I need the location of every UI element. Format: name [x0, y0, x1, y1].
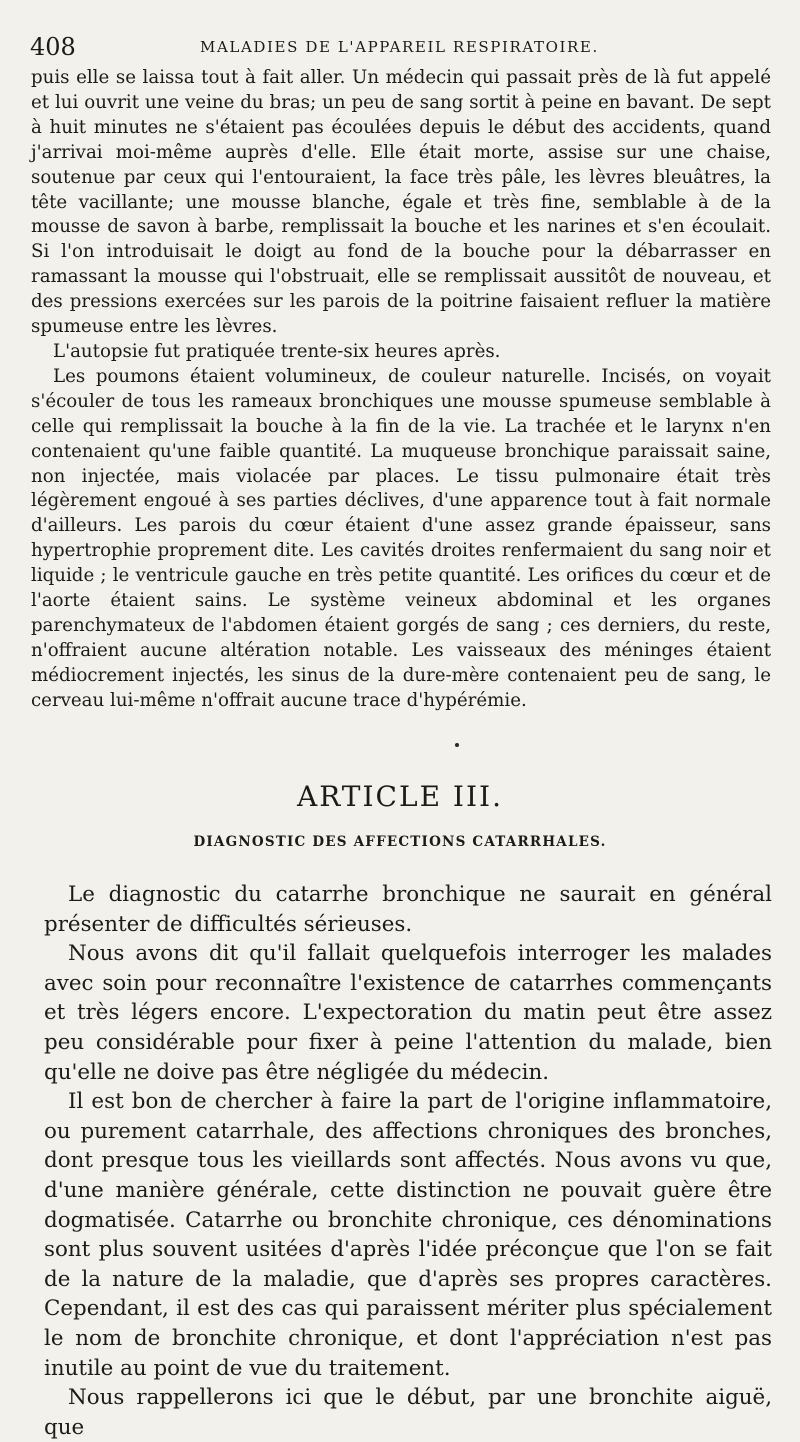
- case-report-text: [31, 66, 771, 714]
- paragraph: L'autopsie fut pratiquée trente-six heures après.: [53, 340, 501, 362]
- paragraph: Nous rappellerons ici que le début, par une bronchite aiguë, que: [44, 1385, 772, 1440]
- page-number: 408: [30, 33, 76, 61]
- article-subtitle: DIAGNOSTIC DES AFFECTIONS CATARRHALES.: [193, 834, 607, 850]
- paragraph: Il est bon de chercher à faire la part de l'origine inflammatoire, ou purement catarrhale, des affections chroniques des bronches, dont presque tous les vieillards sont affectés. Nous avons vu que, d'une manière générale, cette distinction ne pouvait guère être dogmatisée. Catarrhe ou bronchite chronique, ces dénominations sont plus souvent usitées d'après l'idée préconçue que l'on se fait de la nature de la maladie, que d'après ses propres caractères. Cependant, il est des cas qui paraissent mériter plus spécialement le nom de bronchite chronique, et dont l'appréciation n'est pas inutile au point de vue du traitement.: [44, 1089, 772, 1381]
- paragraph: Les poumons étaient volumineux, de couleur naturelle. Incisés, on voyait s'écouler de tous les rameaux bronchiques une mousse spumeuse semblable à celle qui remplissait la bouche à la fin de la vie. La trachée et le larynx n'en contenaient qu'une faible quantité. La muqueuse bronchique paraissait saine, non injectée, mais violacée par places. Le tissu pulmonaire était très légèrement engoué à ses parties déclives, d'une apparence tout à fait normale d'ailleurs. Les parois du cœur étaient d'une assez grande épaisseur, sans hypertrophie proprement dite. Les cavités droites renfermaient du sang noir et liquide ; le ventricule gauche en très petite quantité. Les orifices du cœur et de l'aorte étaient sains. Le système veineux abdominal et les organes parenchymateux de l'abdomen étaient gorgés de sang ; ces derniers, du reste, n'offraient aucune altération notable. Les vaisseaux des méninges étaient médiocrement injectés, les sinus de la dure-mère contenaient peu de sang, le cerveau lui-même n'offrait aucune trace d'hypérémie.: [31, 365, 771, 711]
- article-title: ARTICLE III.: [297, 780, 503, 813]
- paragraph: puis elle se laissa tout à fait aller. Un médecin qui passait près de là fut appelé et lui ouvrit une veine du bras; un peu de sang sortit à peine en bavant. De sept à huit minutes ne s'étaient pas écoulées depuis le début des accidents, quand j'arrivai moi-même auprès d'elle. Elle était morte, assise sur une chaise, soutenue par ceux qui l'entouraient, la face très pâle, les lèvres bleuâtres, la tête vacillante; une mousse blanche, égale et très fine, semblable à de la mousse de savon à barbe, remplissait la bouche et les narines et s'en écoulait. Si l'on introduisait le doigt au fond de la bouche pour la débarrasser en ramassant la mousse qui l'obstruait, elle se remplissait aussitôt de nouveau, et des pressions exercées sur les parois de la poitrine faisaient refluer la matière spumeuse entre les lèvres.: [31, 67, 771, 338]
- article-text: [44, 880, 772, 1442]
- running-title: MALADIES DE L'APPAREIL RESPIRATOIRE.: [200, 38, 599, 56]
- paragraph: Le diagnostic du catarrhe bronchique ne saurait en général présenter de difficultés sérieuses.: [44, 882, 772, 937]
- page-header: [30, 32, 772, 66]
- paragraph: Nous avons dit qu'il fallait quelquefois interroger les malades avec soin pour reconnaître l'existence de catarrhes commençants et très légers encore. L'expectoration du matin peut être assez peu considérable pour fixer à peine l'attention du malade, bien qu'elle ne doive pas être négligée du médecin.: [44, 941, 772, 1085]
- section-separator-dot: [455, 743, 459, 747]
